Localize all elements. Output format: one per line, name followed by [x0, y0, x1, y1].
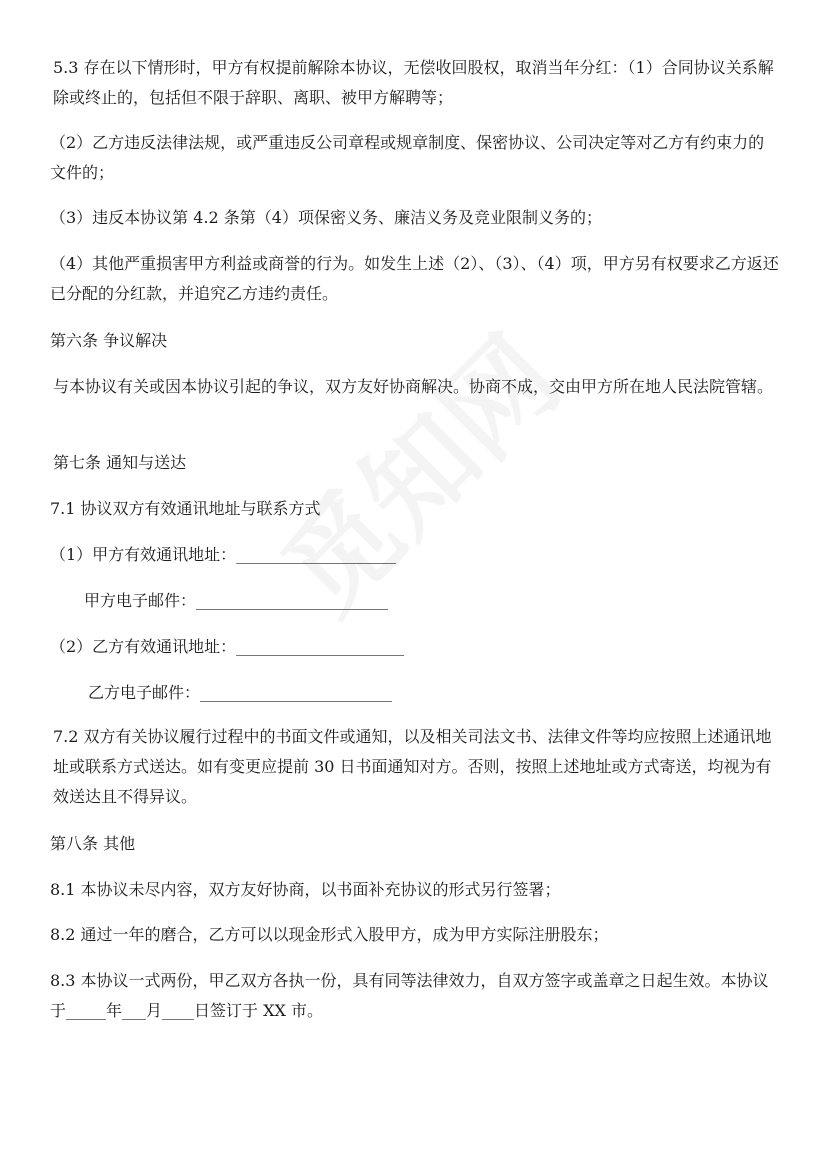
clause-5-3-item-3: （3）违反本协议第 4.2 条第（4）项保密义务、廉洁义务及竞业限制义务的； [50, 208, 602, 227]
article-6-body: 与本协议有关或因本协议引起的争议，双方友好协商解决。协商不成，交由甲方所在地人民法院管辖。 [53, 377, 774, 396]
clause-8-2: 8.2 通过一年的磨合，乙方可以以现金形式入股甲方，成为甲方实际注册股东； [50, 925, 609, 944]
article-8-heading: 第八条 其他 [50, 834, 136, 853]
clause-7-2: 7.2 双方有关协议履行过程中的书面文件或通知，以及相关司法文书、法律文件等均应按照上述通讯地址或联系方式送达。如有变更应提前 30 日书面通知对方。否则，按照上述地址或方式寄送，均视为有效送达且不得异议。 [53, 727, 772, 806]
party-b-email: 乙方电子邮件：________________________ [88, 683, 393, 702]
article-7-heading: 第七条 通知与送达 [53, 453, 187, 472]
article-6-heading: 第六条 争议解决 [50, 331, 168, 350]
clause-8-3: 8.3 本协议一式两份，甲乙双方各执一份，具有同等法律效力，自双方签字或盖章之日起生效。本协议于_____年___月____日签订于 XX 市。 [50, 971, 769, 1020]
clause-5-3-item-2: （2）乙方违反法律法规，或严重违反公司章程或规章制度、保密协议、公司决定等对乙方有约束力的文件的； [50, 133, 765, 182]
party-a-address: （1）甲方有效通讯地址：____________________ [50, 545, 397, 564]
clause-8-1: 8.1 本协议未尽内容，双方友好协商，以书面补充协议的形式另行签署； [50, 880, 561, 899]
clause-5-3-item-4: （4）其他严重损害甲方利益或商誉的行为。如发生上述（2）、（3）、（4）项，甲方另有权要求乙方返还已分配的分红款，并追究乙方违约责任。 [50, 254, 779, 303]
party-a-email: 甲方电子邮件：________________________ [84, 591, 389, 610]
clause-5-3: 5.3 存在以下情形时，甲方有权提前解除本协议，无偿收回股权，取消当年分红：（1）合同协议关系解除或终止的，包括但不限于辞职、离职、被甲方解聘等； [53, 58, 774, 107]
clause-7-1: 7.1 协议双方有效通讯地址与联系方式 [50, 499, 321, 518]
party-b-address: （2）乙方有效通讯地址：_____________________ [50, 637, 405, 656]
